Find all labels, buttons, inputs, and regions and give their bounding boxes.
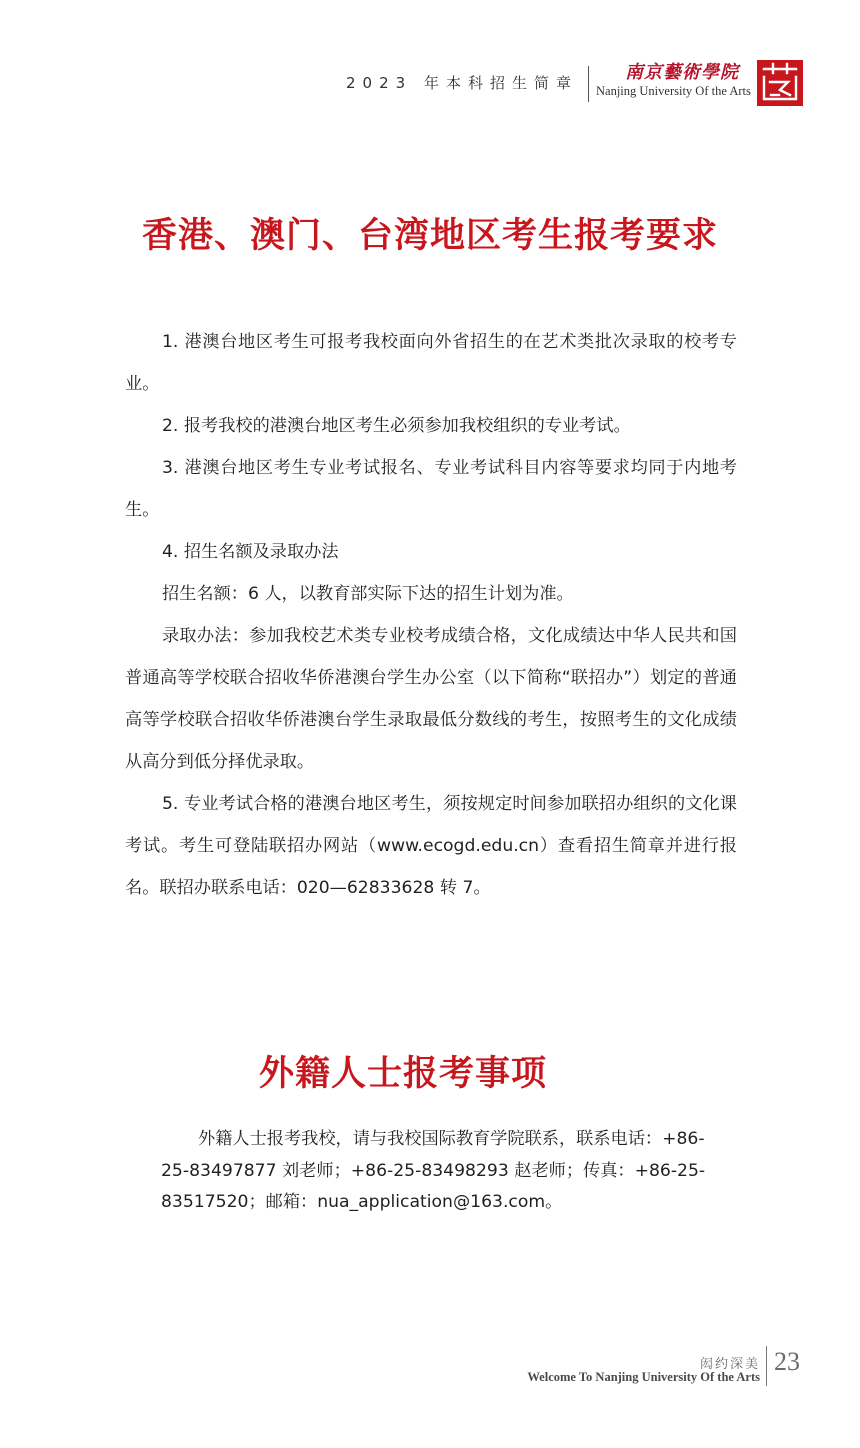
brochure-title: 2023 年本科招生简章 [346, 74, 578, 92]
header-divider [588, 66, 589, 102]
school-name-cn: 南京藝術學院 [625, 62, 739, 83]
school-name-en: Nanjing University Of the Arts [596, 84, 751, 98]
footer-slogan: 闳约深美 [699, 1357, 760, 1372]
paragraph-5: 5. 专业考试合格的港澳台地区考生，须按规定时间参加联招办组织的文化课考试。考生可登陆联招办网站（www.ecogd.edu.cn）查看招生简章并进行报名。联招办联系电话：020—62833628 转 7。 [125, 794, 737, 898]
paragraph-admission-method: 录取办法：参加我校艺术类专业校考成绩合格，文化成绩达中华人民共和国普通高等学校联合招收华侨港澳台学生办公室（以下简称“联招办”）划定的普通高等学校联合招收华侨港澳台学生录取最低分数线的考生，按照考生的文化成绩从高分到低分择优录取。 [125, 626, 737, 772]
section-title-hk-macao-taiwan: 香港、澳门、台湾地区考生报考要求 [141, 215, 718, 256]
page-number: 23 [774, 1347, 800, 1376]
paragraph-quota: 招生名额：6 人，以教育部实际下达的招生计划为准。 [162, 584, 574, 604]
paragraph-2: 2. 报考我校的港澳台地区考生必须参加我校组织的专业考试。 [162, 416, 631, 436]
paragraph-1: 1. 港澳台地区考生可报考我校面向外省招生的在艺术类批次录取的校考专业。 [125, 332, 737, 394]
paragraph-3: 3. 港澳台地区考生专业考试报名、专业考试科目内容等要求均同于内地考生。 [125, 458, 737, 520]
footer-welcome: Welcome To Nanjing University Of the Arts [527, 1370, 760, 1384]
paragraph-4: 4. 招生名额及录取办法 [162, 542, 339, 562]
foreign-contact-paragraph: 外籍人士报考我校，请与我校国际教育学院联系，联系电话：+86-25-83497877 刘老师；+86-25-83498293 赵老师；传真：+86-25-83517520；邮箱：nua_application@163.com。 [161, 1129, 706, 1212]
section-body-foreign-applicants [161, 1124, 721, 1219]
section-body-hk-macao-taiwan [125, 321, 737, 909]
section-title-foreign-applicants: 外籍人士报考事项 [258, 1053, 547, 1094]
page-header [0, 0, 860, 120]
nua-seal-logo-icon [757, 60, 803, 106]
footer-divider [766, 1346, 767, 1386]
